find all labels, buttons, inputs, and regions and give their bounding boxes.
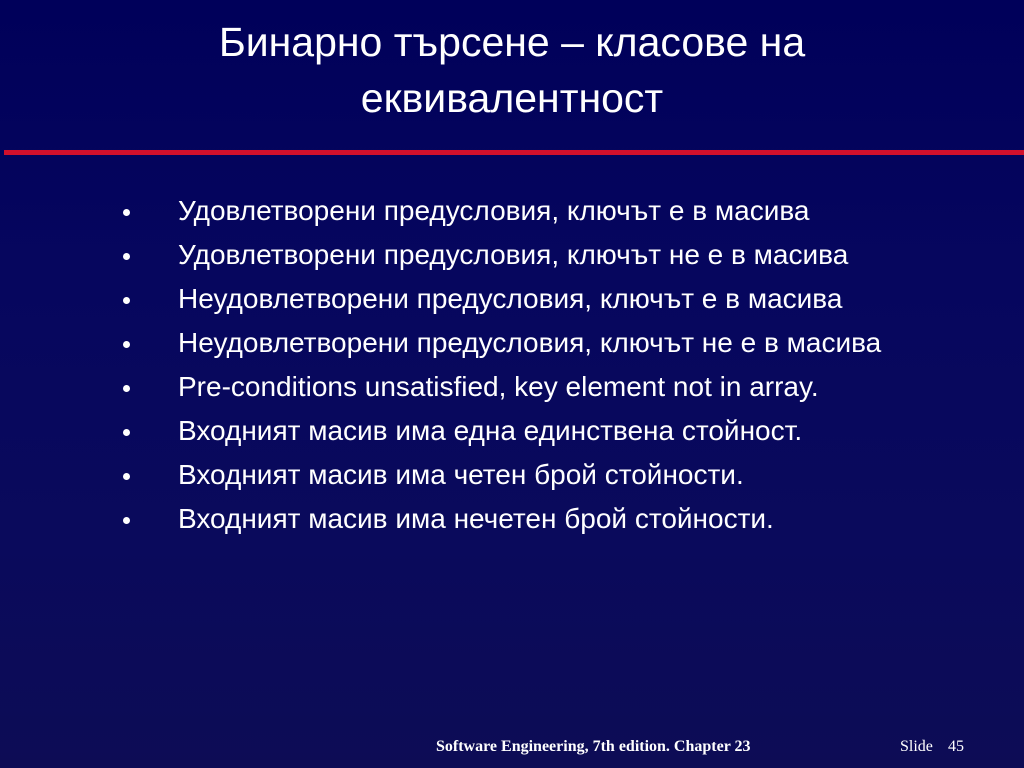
bullet-item: [118, 192, 998, 229]
footer-slide-number: 45: [948, 738, 964, 755]
slide-title-line-2: еквивалентност: [360, 75, 664, 121]
bullet-dot-icon: [123, 429, 130, 436]
bullet-text: Неудовлетворени предусловия, ключът не е в масива: [178, 327, 882, 358]
bullet-dot-icon: [123, 517, 130, 524]
bullet-item: [118, 456, 998, 493]
bullet-text: Входният масив има една единствена стойност.: [178, 415, 803, 446]
bullet-item: [118, 280, 998, 317]
bullet-item: [118, 236, 998, 273]
bullet-item: [118, 324, 998, 361]
bullet-text: Pre-conditions unsatisfied, key element not in array.: [178, 371, 819, 402]
bullet-text: Удовлетворени предусловия, ключът не е в масива: [178, 239, 849, 270]
bullet-text: Неудовлетворени предусловия, ключът е в масива: [178, 283, 843, 314]
bullet-dot-icon: [123, 209, 130, 216]
bullet-list: [118, 192, 998, 544]
bullet-dot-icon: [123, 297, 130, 304]
bullet-item: [118, 412, 998, 449]
slide-title-line-1: Бинарно търсене – класове на: [218, 19, 806, 65]
bullet-dot-icon: [123, 385, 130, 392]
slide-title: [40, 14, 984, 126]
footer-slide-label: Slide: [900, 738, 933, 755]
bullet-text: Удовлетворени предусловия, ключът е в масива: [178, 195, 810, 226]
title-divider: [4, 150, 1024, 155]
bullet-dot-icon: [123, 473, 130, 480]
bullet-item: [118, 368, 998, 405]
bullet-dot-icon: [123, 253, 130, 260]
bullet-text: Входният масив има четен брой стойности.: [178, 459, 744, 490]
bullet-dot-icon: [123, 341, 130, 348]
slide-footer: [0, 736, 1024, 760]
bullet-text: Входният масив има нечетен брой стойности.: [178, 503, 774, 534]
footer-book-title: Software Engineering, 7th edition. Chapter 23: [436, 738, 751, 755]
bullet-item: [118, 500, 998, 537]
